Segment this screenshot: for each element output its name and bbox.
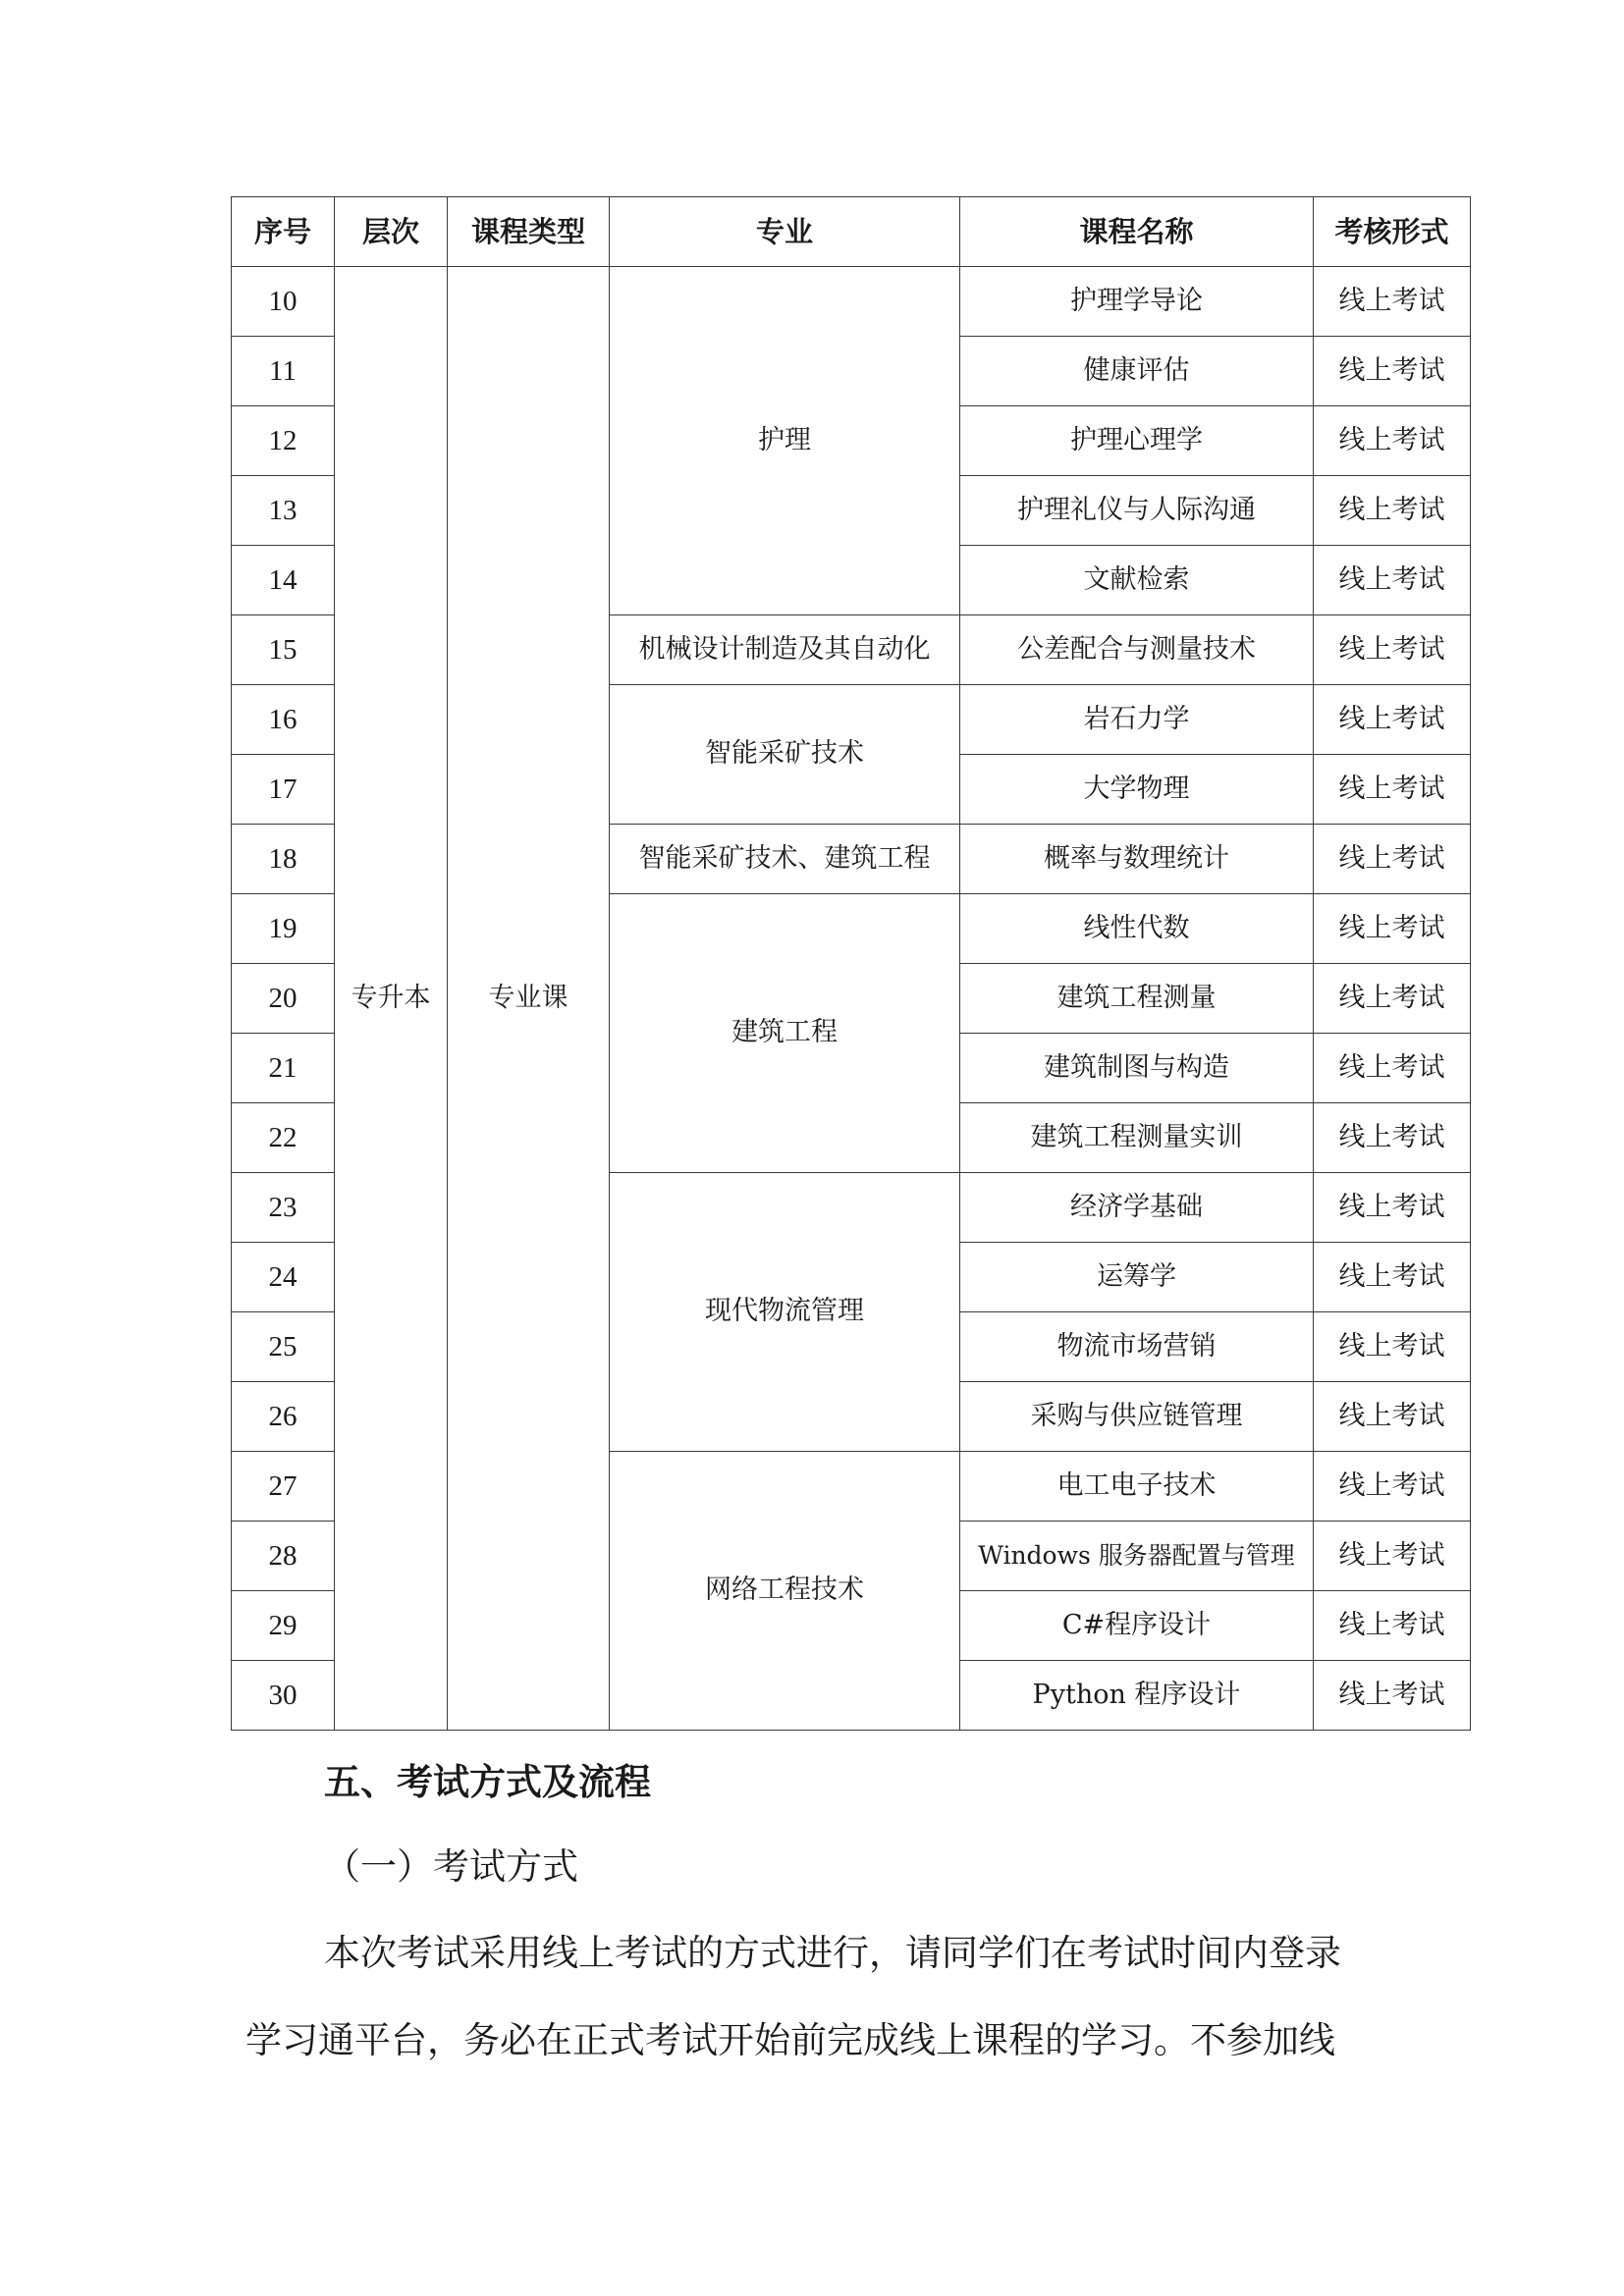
course-name-cell: 健康评估 (960, 337, 1314, 406)
level-cell: 专升本 (335, 267, 448, 1731)
row-index: 19 (232, 894, 335, 964)
course-name-cell: 岩石力学 (960, 685, 1314, 755)
exam-form-cell: 线上考试 (1314, 267, 1471, 337)
major-cell: 建筑工程 (610, 894, 960, 1173)
course-name-cell: 物流市场营销 (960, 1312, 1314, 1382)
row-index: 12 (232, 406, 335, 476)
exam-form-cell: 线上考试 (1314, 1382, 1471, 1452)
course-name-cell: Windows 服务器配置与管理 (960, 1522, 1314, 1591)
exam-form-cell: 线上考试 (1314, 1103, 1471, 1173)
course-name-cell: 公差配合与测量技术 (960, 615, 1314, 685)
exam-form-cell: 线上考试 (1314, 825, 1471, 894)
header-course-type: 课程类型 (448, 197, 610, 267)
exam-form-cell: 线上考试 (1314, 1591, 1471, 1661)
row-index: 20 (232, 964, 335, 1034)
course-name-cell: 经济学基础 (960, 1173, 1314, 1243)
section-heading: 五、考试方式及流程 (324, 1760, 651, 1803)
exam-form-cell: 线上考试 (1314, 1522, 1471, 1591)
exam-form-cell: 线上考试 (1314, 964, 1471, 1034)
exam-form-cell: 线上考试 (1314, 1243, 1471, 1312)
row-index: 23 (232, 1173, 335, 1243)
major-cell: 网络工程技术 (610, 1452, 960, 1731)
major-cell: 护理 (610, 267, 960, 615)
major-cell: 机械设计制造及其自动化 (610, 615, 960, 685)
table-header (232, 197, 1471, 267)
header-course-name: 课程名称 (960, 197, 1314, 267)
row-index: 28 (232, 1522, 335, 1591)
table-body (232, 267, 1471, 1731)
row-index: 29 (232, 1591, 335, 1661)
table-row (232, 267, 1471, 337)
row-index: 25 (232, 1312, 335, 1382)
course-name-cell: 建筑工程测量 (960, 964, 1314, 1034)
exam-form-cell: 线上考试 (1314, 685, 1471, 755)
course-type-cell: 专业课 (448, 267, 610, 1731)
row-index: 15 (232, 615, 335, 685)
course-name-cell: 采购与供应链管理 (960, 1382, 1314, 1452)
exam-form-cell: 线上考试 (1314, 615, 1471, 685)
course-name-cell: 运筹学 (960, 1243, 1314, 1312)
row-index: 24 (232, 1243, 335, 1312)
header-level: 层次 (335, 197, 448, 267)
row-index: 22 (232, 1103, 335, 1173)
exam-form-cell: 线上考试 (1314, 755, 1471, 825)
course-name-cell: 电工电子技术 (960, 1452, 1314, 1522)
course-name-cell: 护理心理学 (960, 406, 1314, 476)
exam-form-cell: 线上考试 (1314, 546, 1471, 615)
exam-form-cell: 线上考试 (1314, 894, 1471, 964)
exam-form-cell: 线上考试 (1314, 476, 1471, 546)
row-index: 14 (232, 546, 335, 615)
row-index: 18 (232, 825, 335, 894)
course-table (231, 196, 1471, 1731)
header-exam-form: 考核形式 (1314, 197, 1471, 267)
header-index: 序号 (232, 197, 335, 267)
row-index: 11 (232, 337, 335, 406)
body-paragraph-line: 本次考试采用线上考试的方式进行，请同学们在考试时间内登录 (324, 1932, 1341, 1974)
row-index: 17 (232, 755, 335, 825)
course-name-cell: 大学物理 (960, 755, 1314, 825)
exam-form-cell: 线上考试 (1314, 337, 1471, 406)
row-index: 30 (232, 1661, 335, 1731)
header-major: 专业 (610, 197, 960, 267)
exam-form-cell: 线上考试 (1314, 1452, 1471, 1522)
major-cell: 现代物流管理 (610, 1173, 960, 1452)
row-index: 21 (232, 1034, 335, 1103)
course-name-cell: Python 程序设计 (960, 1661, 1314, 1731)
course-name-cell: C#程序设计 (960, 1591, 1314, 1661)
exam-form-cell: 线上考试 (1314, 1661, 1471, 1731)
course-name-cell: 概率与数理统计 (960, 825, 1314, 894)
body-paragraph-line: 学习通平台，务必在正式考试开始前完成线上课程的学习。不参加线 (245, 2019, 1335, 2061)
course-name-cell: 建筑工程测量实训 (960, 1103, 1314, 1173)
row-index: 26 (232, 1382, 335, 1452)
subsection-heading: （一）考试方式 (324, 1845, 578, 1888)
row-index: 10 (232, 267, 335, 337)
exam-form-cell: 线上考试 (1314, 1173, 1471, 1243)
course-name-cell: 护理礼仪与人际沟通 (960, 476, 1314, 546)
course-name-cell: 护理学导论 (960, 267, 1314, 337)
row-index: 27 (232, 1452, 335, 1522)
exam-form-cell: 线上考试 (1314, 406, 1471, 476)
major-cell: 智能采矿技术、建筑工程 (610, 825, 960, 894)
course-name-cell: 文献检索 (960, 546, 1314, 615)
exam-form-cell: 线上考试 (1314, 1312, 1471, 1382)
exam-form-cell: 线上考试 (1314, 1034, 1471, 1103)
major-cell: 智能采矿技术 (610, 685, 960, 825)
course-name-cell: 线性代数 (960, 894, 1314, 964)
course-name-cell: 建筑制图与构造 (960, 1034, 1314, 1103)
row-index: 16 (232, 685, 335, 755)
row-index: 13 (232, 476, 335, 546)
header-row (232, 197, 1471, 267)
